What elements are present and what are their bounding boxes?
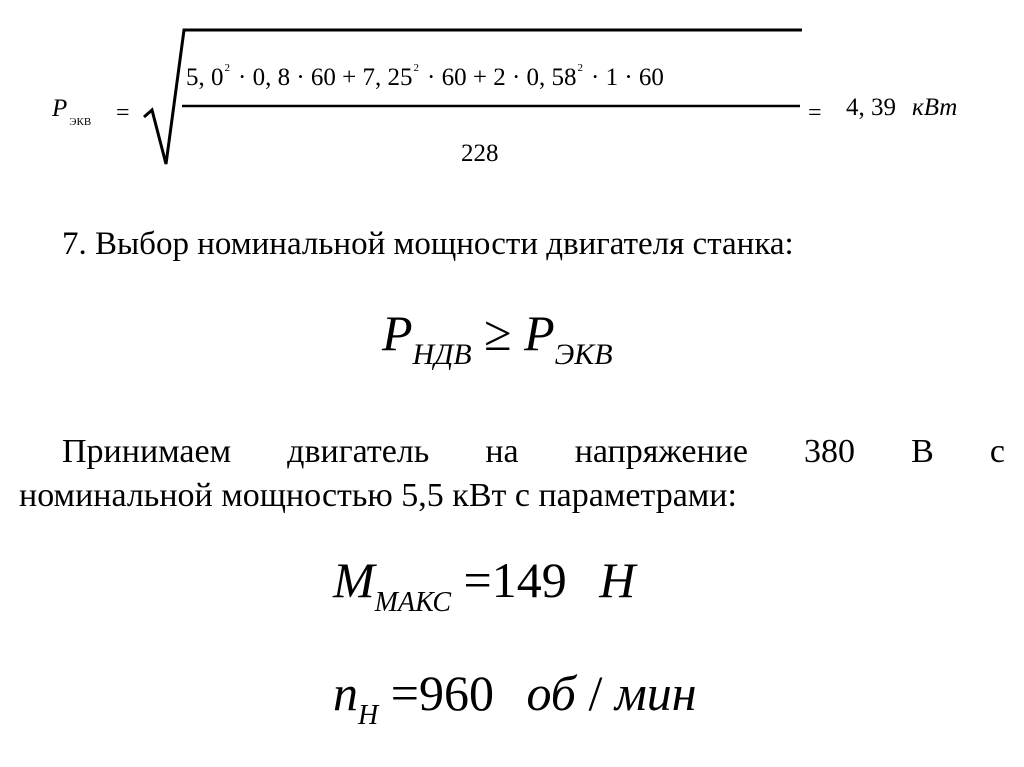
paragraph-line-2: номинальной мощностью 5,5 кВт с параметрами: [19, 477, 737, 514]
formula1-result-unit: кВт [912, 94, 958, 121]
formula1-result [846, 95, 957, 120]
term3-base: 2 · 0, 58 [493, 64, 577, 91]
formula1-result-value: 4, 39 [846, 94, 896, 121]
term2-base: 7, 25 [362, 64, 413, 91]
formula2-lhs-symbol: P [382, 305, 413, 361]
formula3-subscript: МАКС [374, 587, 452, 618]
paragraph-word: на [485, 433, 519, 470]
formula1-lhs-symbol: P [52, 95, 68, 122]
formula3-value: 149 [491, 552, 567, 608]
section-heading: 7. Выбор номинальной мощности двигателя станка: [62, 226, 794, 262]
term2-exponent: 2 [413, 62, 420, 74]
formula3 [333, 552, 636, 618]
paragraph-line-1 [19, 430, 1005, 474]
formula2-relation: ≥ [484, 305, 512, 361]
formula4-symbol: n [333, 665, 358, 721]
paragraph-word: с [989, 433, 1005, 470]
formula3-symbol: M [333, 552, 375, 608]
formula4-value: 960 [418, 665, 494, 721]
formula1-numerator [186, 63, 664, 90]
formula1-equals-sign: = [116, 100, 130, 126]
formula1-lhs-subscript: ЭКВ [69, 116, 92, 128]
term2-rest: · 60 [427, 64, 467, 91]
formula1-result-equals-sign: = [808, 100, 822, 126]
formula4 [333, 665, 697, 731]
formula1-lhs [52, 96, 91, 128]
paragraph-word: В [911, 433, 934, 470]
paragraph-word: напряжение [574, 433, 748, 470]
formula2-lhs-subscript: НДВ [412, 338, 472, 371]
formula2-rhs-symbol: P [524, 305, 555, 361]
term1-rest: · 0, 8 · 60 [238, 64, 336, 91]
term3-rest: · 1 · 60 [591, 64, 664, 91]
formula3-unit: Н [599, 552, 636, 608]
formula3-equals: = [463, 552, 492, 608]
formula4-equals: = [390, 665, 419, 721]
term3-exponent: 2 [577, 62, 584, 74]
term1-base: 5, 0 [186, 64, 224, 91]
formula4-unit-b: мин [614, 665, 697, 721]
formula2-rhs-subscript: ЭКВ [554, 338, 613, 371]
formula4-slash: / [588, 665, 603, 721]
paragraph-word: двигатель [287, 433, 430, 470]
term1-exponent: 2 [224, 62, 230, 74]
formula1-denominator: 228 [461, 140, 499, 167]
plus-operator-1: + [342, 64, 357, 91]
formula4-unit-a: об [526, 665, 576, 721]
formula2 [382, 305, 613, 371]
paragraph-word: 380 [804, 433, 856, 470]
paragraph-word: Принимаем [62, 433, 232, 470]
plus-operator-2: + [472, 64, 487, 91]
formula4-subscript: Н [358, 700, 379, 731]
body-paragraph [19, 430, 1005, 518]
